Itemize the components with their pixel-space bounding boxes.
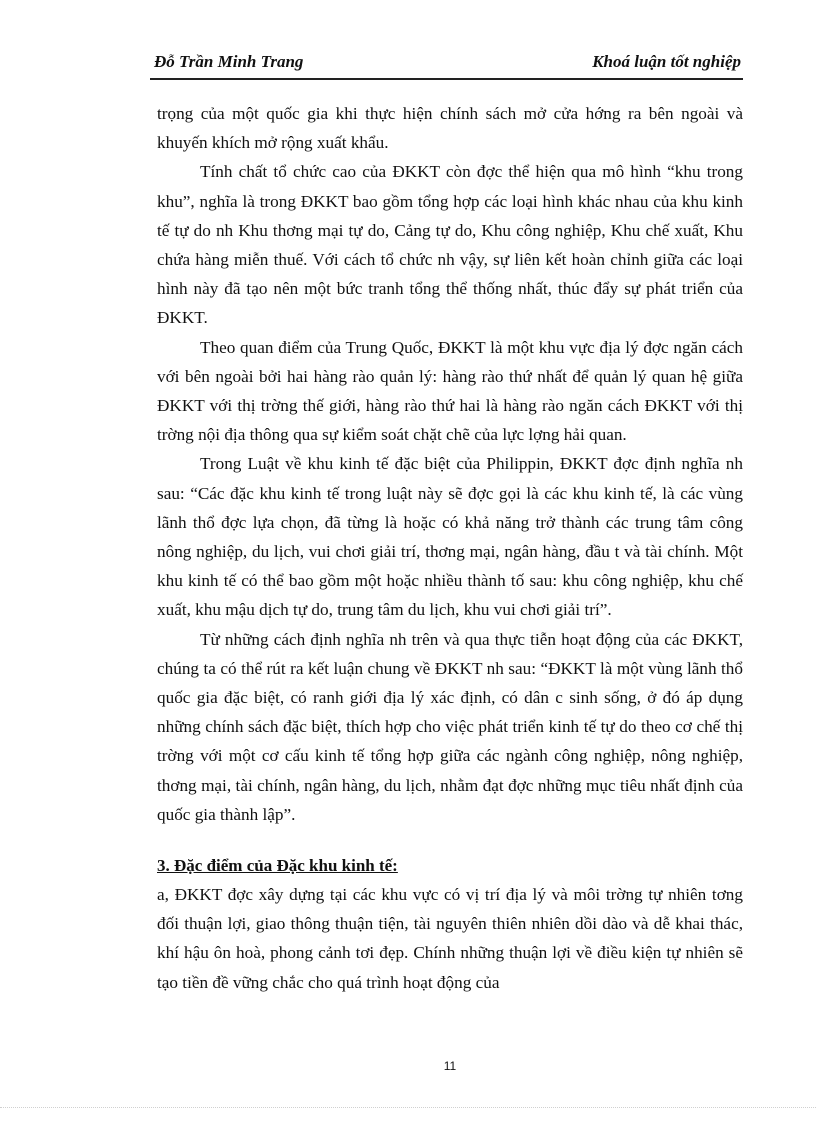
paragraph: trọng của một quốc gia khi thực hiện chính sách mở cửa hớng ra bên ngoài và khuyến khích mở rộng xuất khẩu. — [157, 104, 743, 153]
paragraph: Tính chất tổ chức cao của ĐKKT còn đợc thể hiện qua mô hình “khu trong khu”, nghĩa là trong ĐKKT bao gồm tổng hợp các loại hình khác nhau của khu kinh tế tự do nh Khu thơng mại tự do, Cảng tự do, Khu công nghiệp, Khu chế xuất, Khu chứa hàng miễn thuế. Với cách tổ chức nh vậy, sự liên kết hoàn chỉnh giữa các loại hình này đã tạo nên một bức tranh tổng thể thống nhất, thúc đẩy sự phát triển của ĐKKT. — [157, 162, 743, 328]
header-author: Đỗ Trần Minh Trang — [154, 52, 304, 71]
page-number: 11 — [443, 1059, 457, 1073]
paragraph: Trong Luật về khu kinh tế đặc biệt của Philippin, ĐKKT đợc định nghĩa nh sau: “Các đặc khu kinh tế trong luật này sẽ đợc gọi là các khu kinh tế, là các vùng lãnh thổ đợc lựa chọn, đã từng là hoặc có khả năng trở thành các trung tâm công nông nghiệp, du lịch, vui chơi giải trí, thơng mại, ngân hàng, đầu t và tài chính. Một khu kinh tế có thể bao gồm một hoặc nhiều thành tố sau: khu công nghiệp, khu chế xuất, khu mậu dịch tự do, trung tâm du lịch, khu vui chơi giải trí”. — [157, 454, 743, 620]
page-bottom-divider — [0, 1107, 816, 1108]
section-heading: 3. Đặc điểm của Đặc khu kinh tế: — [157, 856, 398, 876]
page-body — [157, 99, 743, 997]
paragraph: a, ĐKKT đợc xây dựng tại các khu vực có vị trí địa lý và môi trờng tự nhiên tơng đối thuận lợi, giao thông thuận tiện, tài nguyên thiên nhiên dồi dào và dễ khai thác, khí hậu ôn hoà, phong cảnh tơi đẹp. Chính những thuận lợi về điều kiện tự nhiên sẽ tạo tiền đề vững chắc cho quá trình hoạt động của — [157, 885, 743, 992]
paragraph: Từ những cách định nghĩa nh trên và qua thực tiễn hoạt động của các ĐKKT, chúng ta có thể rút ra kết luận chung về ĐKKT nh sau: “ĐKKT là một vùng lãnh thổ quốc gia đặc biệt, có ranh giới địa lý xác định, có dân c sinh sống, ở đó áp dụng những chính sách đặc biệt, thích hợp cho việc phát triển kinh tế tự do theo cơ chế thị trờng với một cơ cấu kinh tế tổng hợp giữa các ngành công nghiệp, nông nghiệp, thơng mại, tài chính, ngân hàng, du lịch, nhằm đạt đợc những mục tiêu nhất định của quốc gia thành lập”. — [157, 629, 743, 824]
header-doc-type: Khoá luận tốt nghiệp — [592, 52, 741, 71]
page-header — [150, 48, 743, 80]
paragraph: Theo quan điểm của Trung Quốc, ĐKKT là một khu vực địa lý đợc ngăn cách với bên ngoài bởi hai hàng rào quản lý: hàng rào thứ nhất để quản lý quan hệ giữa ĐKKT với thị trờng thế giới, hàng rào thứ hai là hàng rào ngăn cách ĐKKT với thị trờng nội địa thông qua sự kiểm soát chặt chẽ của lực lợng hải quan. — [157, 337, 743, 445]
